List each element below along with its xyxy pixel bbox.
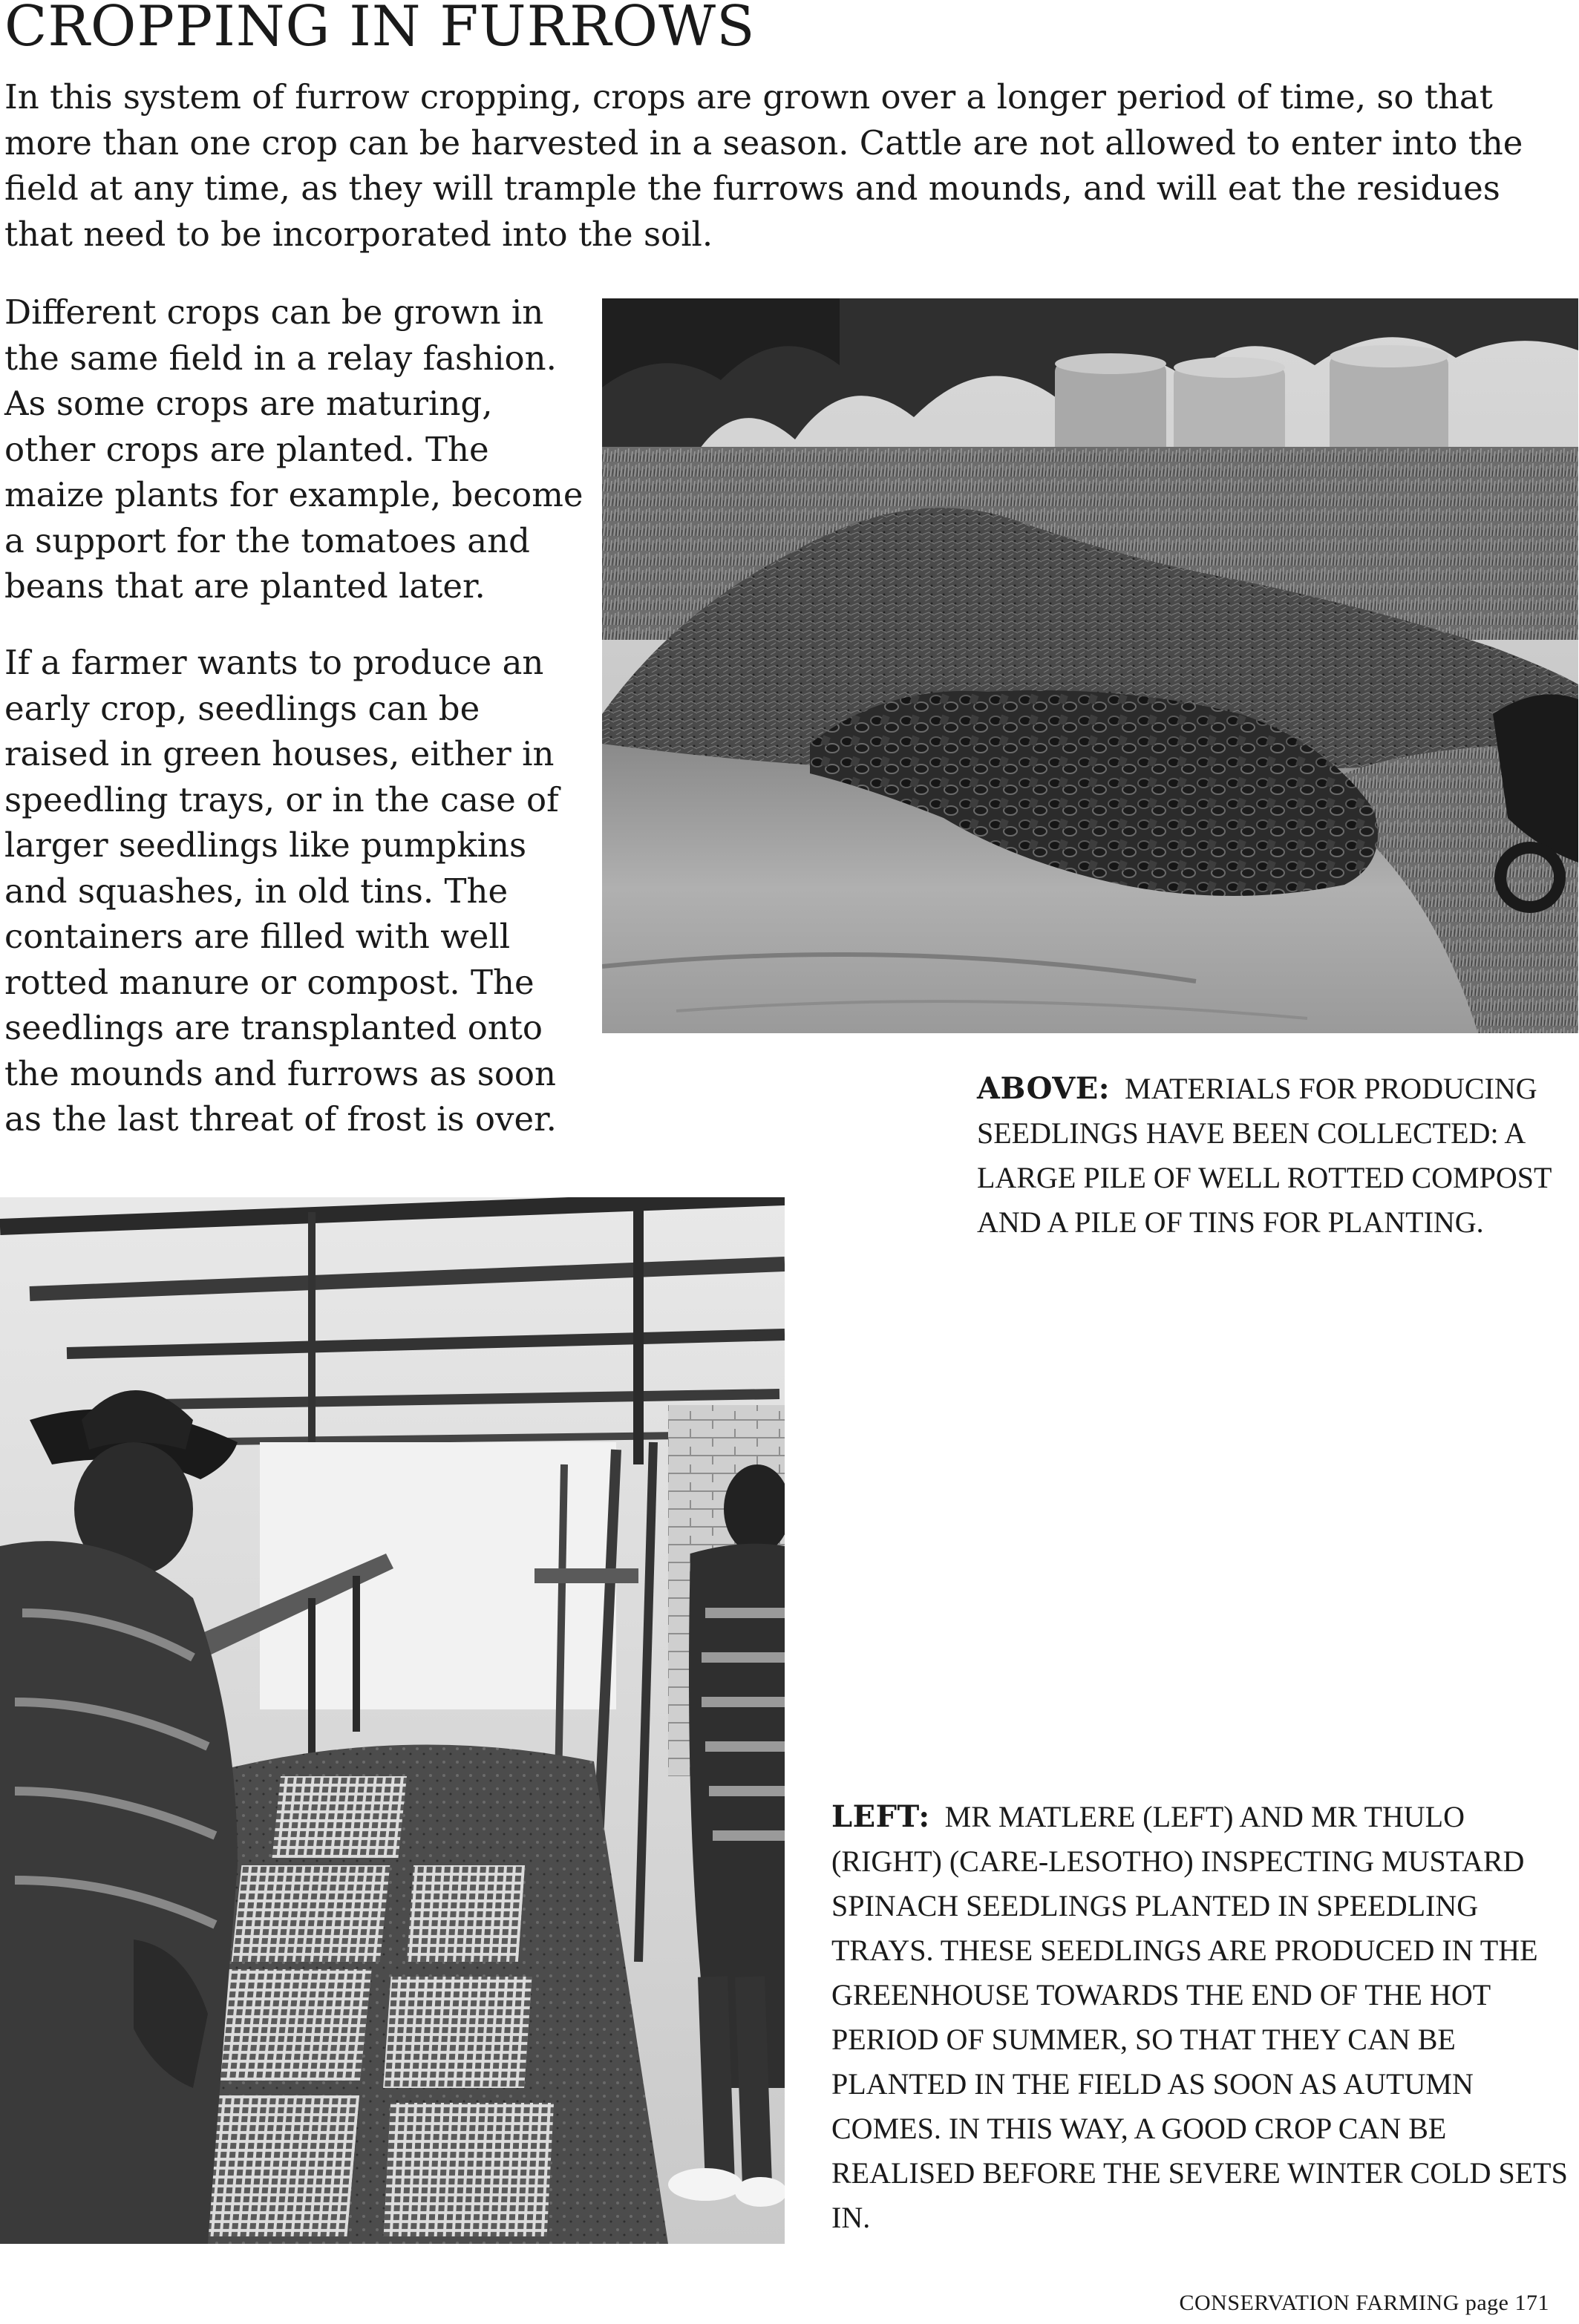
caption-above-label: ABOVE: <box>977 1071 1111 1106</box>
page-title: CROPPING IN FURROWS <box>4 0 756 59</box>
caption-left-label: LEFT: <box>831 1799 930 1834</box>
early-crop-paragraph: If a farmer wants to produce an early crop, seedlings can be raised in green houses, either in speedling trays, or in the case of larger seedlings like pumpkins and squashes, in old tins. The containers are filled with well rotted manure or compost. The seedlings are transplanted onto the mounds and furrows as soon as the last threat of frost is over. <box>4 643 559 1139</box>
relay-paragraph: Different crops can be grown in the same field in a relay fashion. As some crops are maturing, other crops are planted. The maize plants for example, become a support for the tomatoes and beans that are planted later. <box>4 292 583 606</box>
caption-above-text: MATERIALS FOR PRODUCING SEEDLINGS HAVE BEEN COLLECTED: A LARGE PILE OF WELL ROTTED COMPOST AND A PILE OF TINS FOR PLANTING. <box>977 1072 1552 1239</box>
intro-paragraph: In this system of furrow cropping, crops are grown over a longer period of time, so that more than one crop can be harvested in a season. Cattle are not allowed to enter into the field at any time, as they will trample the furrows and mounds, and will eat the residues that need to be incorporated into the soil. <box>4 77 1523 254</box>
page-footer: CONSERVATION FARMING page 171 <box>1179 2291 1549 2315</box>
caption-left-text: MR MATLERE (LEFT) AND MR THULO (RIGHT) (CARE-LESOTHO) INSPECTING MUSTARD SPINACH SEEDLINGS PLANTED IN SPEEDLING TRAYS. THESE SEEDLINGS ARE PRODUCED IN THE GREENHOUSE TOWARDS THE END OF THE HOT PERIOD OF SUMMER, SO THAT THEY CAN BE PLANTED IN THE FIELD AS SOON AS AUTUMN COMES. IN THIS WAY, A GOOD CROP CAN BE REALISED BEFORE THE SEVERE WINTER COLD SETS IN. <box>831 1800 1568 2234</box>
caption-above <box>977 1067 1571 1245</box>
compost-and-tins-photo <box>602 298 1578 1033</box>
caption-left <box>831 1795 1574 2240</box>
greenhouse-seedlings-photo <box>0 1197 785 2244</box>
